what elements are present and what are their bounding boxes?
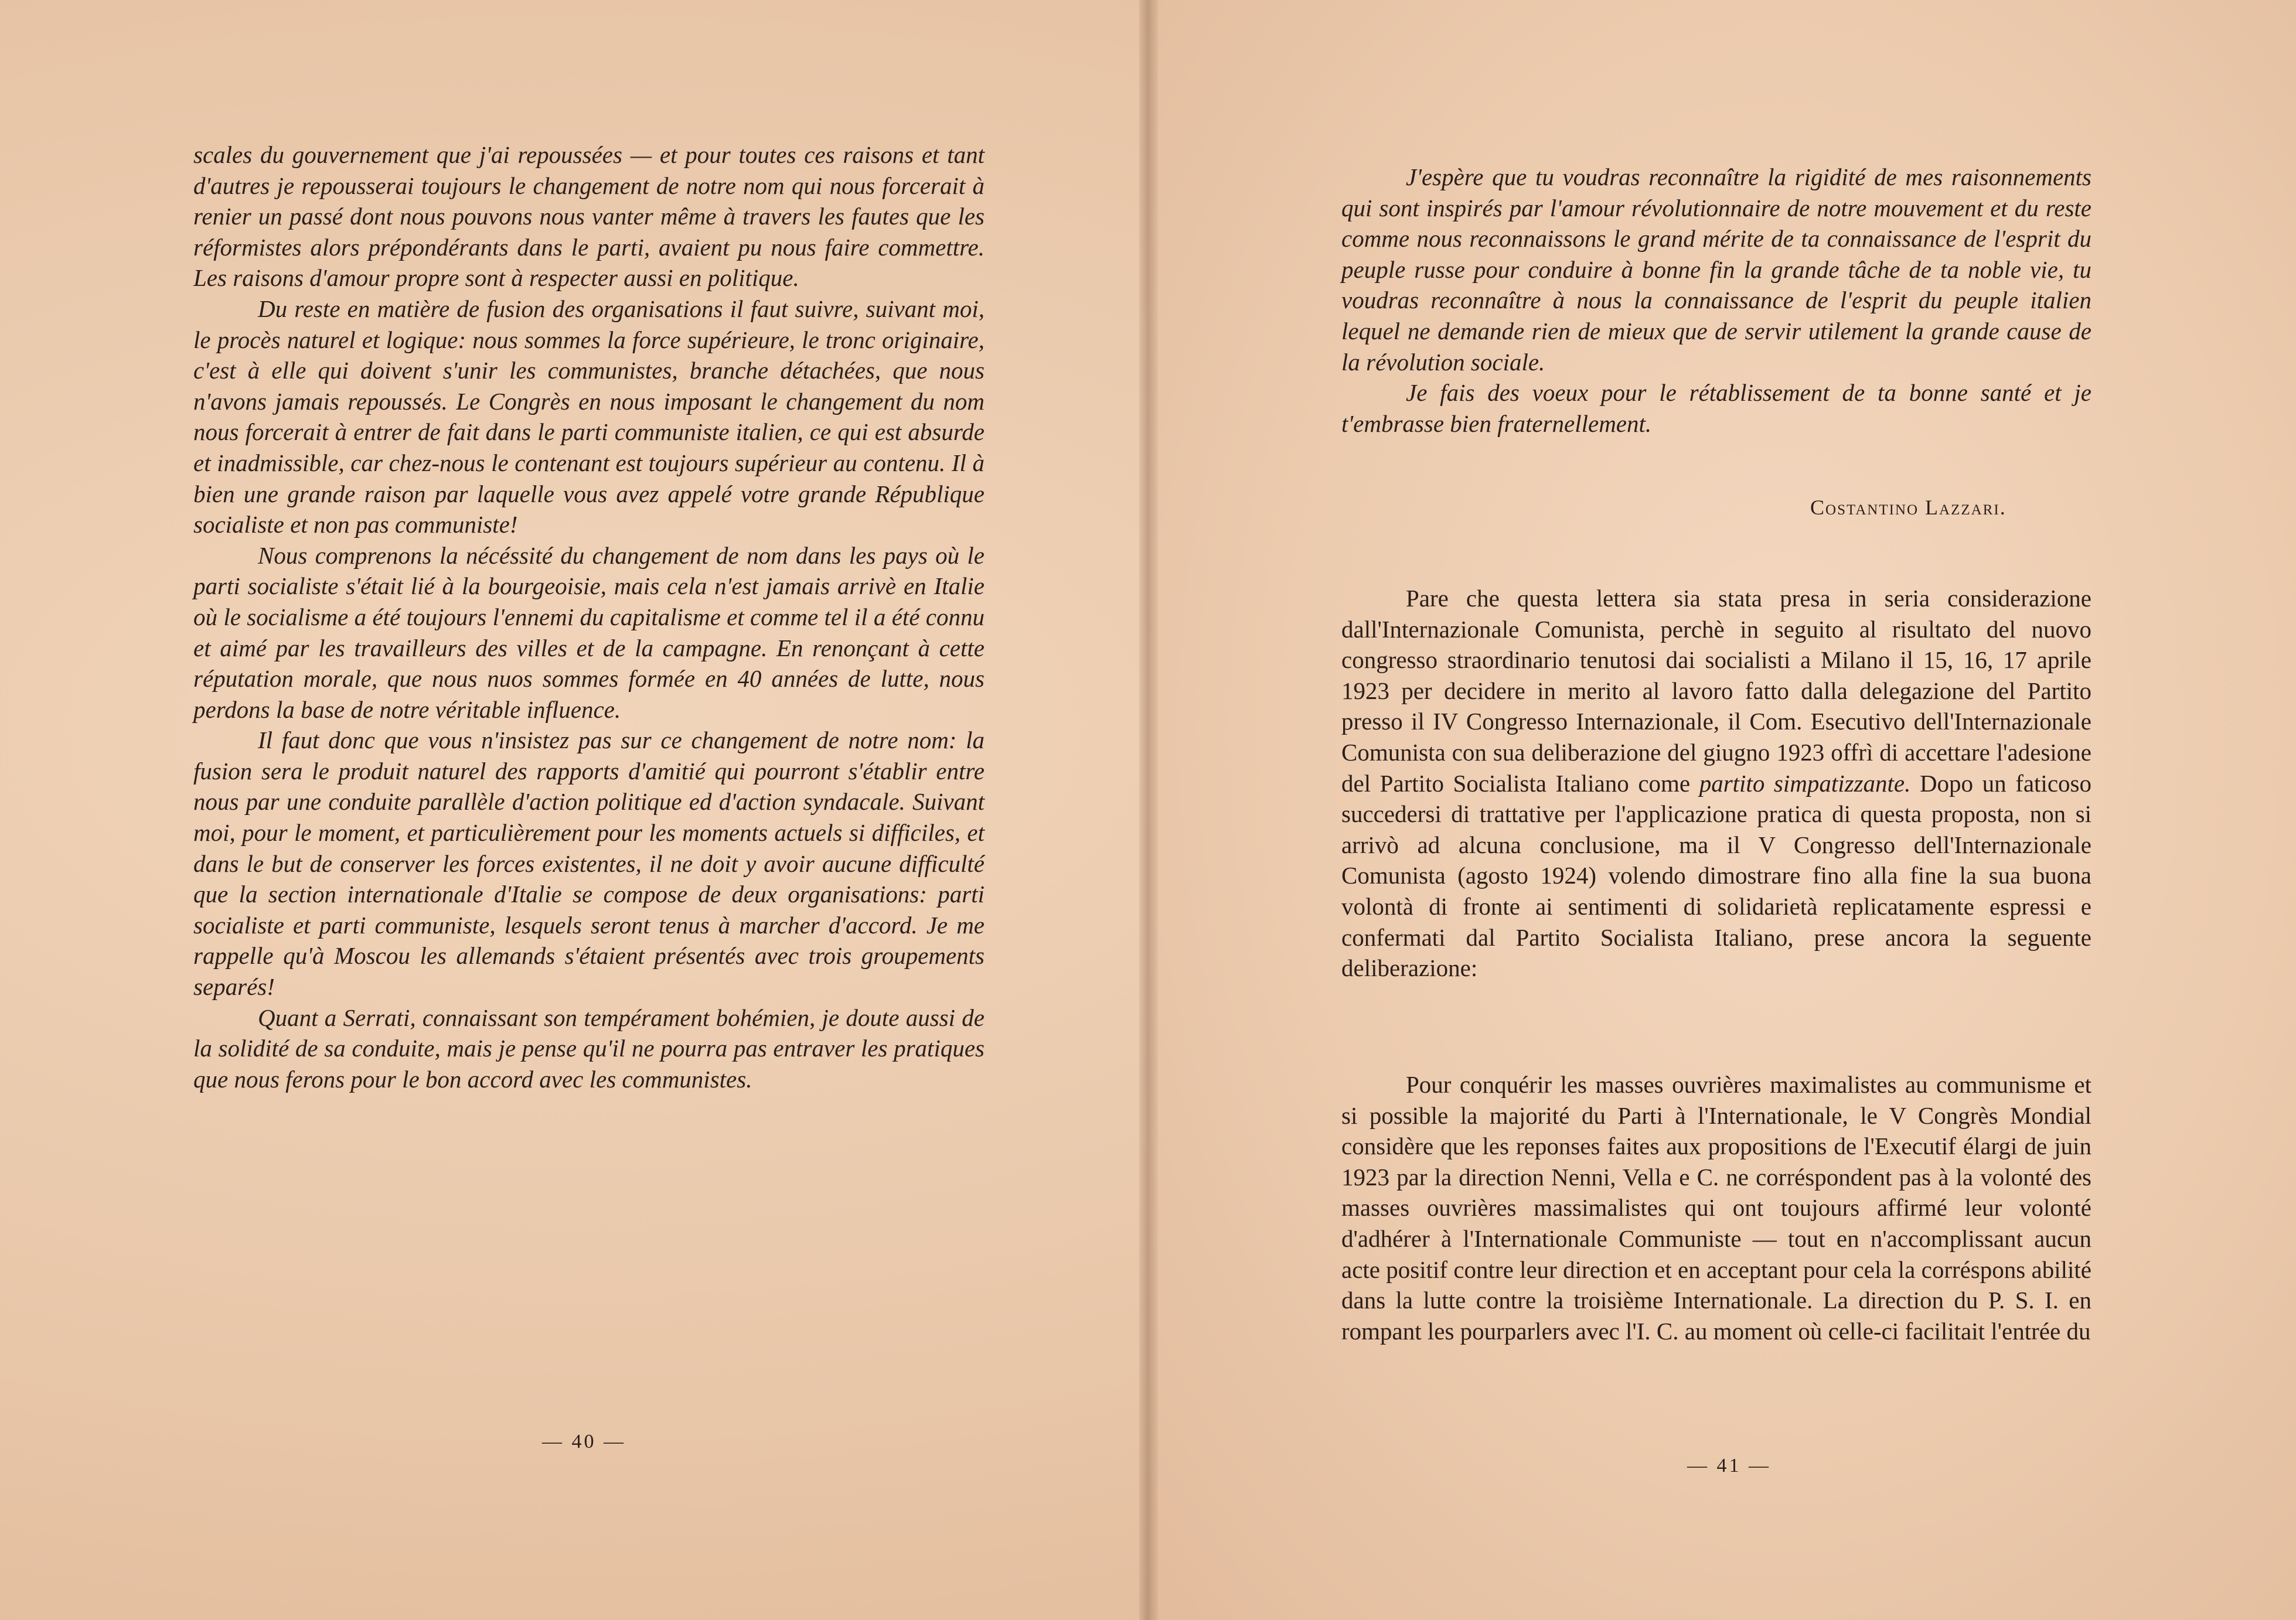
page-number: — 41 — — [1687, 1455, 1771, 1476]
paragraph: Pour conquérir les masses ouvrières maximalistes au communisme et si possible la majorité du Parti à l'Internationale, le V Congrès Mondial considère que les reponses faites aux propositions de l'Executif élargi de juin 1923 par la direction Nenni, Vella e C. ne corréspondent pas à la volonté des masses ouvrières massimalistes qui ont toujours affirmé leur volonté d'adhérer à l'Internationale Communiste — tout en n'accomplissant aucun acte positif contre leur direction et en acceptant pour cela la corréspons abilité dans la lutte contre la troisième Internationale. La direction du P. S. I. en rompant les pourparlers avec l'I. C. au moment où celle-ci facilitait l'entrée du — [1341, 1071, 2091, 1345]
commentary-text: Dopo un faticoso succedersi di trattative per l'applicazione pratica di questa proposta, non si arrivò ad alcuna conclusione, ma il V Congresso dell'Internazionale Comunista (agosto 1924) volendo dimostrare fino alla fine la sua buona volontà di fronte ai sentimenti di solidarietà replicatamente espressi e confermati dal Partito Socialista Italiano, prese ancora la seguente deliberazione: — [1341, 769, 2091, 982]
paragraph: Du reste en matière de fusion des organisations il faut suivre, suivant moi, le procès naturel et logique: nous sommes la force supérieure, le tronc originaire, c'est à elle qui doivent s'unir les communistes, branche détachées, que nous n'avons jamais repoussés. Le Congrès en nous imposant le changement du nom nous forcerait à entrer de fait dans le parti communiste italien, ce qui est absurde et inadmissible, car chez-nous le contenant est toujours supérieur au contenu. Il à bien une grande raison par laquelle vous avez appelé votre grande République socialiste et non pas communiste! — [193, 295, 985, 538]
paragraph: Quant a Serrati, connaissant son tempérament bohémien, je doute aussi de la solidité de sa conduite, mais je pense qu'il ne pourra pas entraver les pratiques que nous ferons pour le bon accord avec les communistes. — [193, 1004, 985, 1093]
signature: Costantino Lazzari. — [1810, 496, 2007, 519]
commentary-paragraph — [1341, 583, 2091, 984]
book-gutter — [1139, 0, 1158, 1620]
letter-closing — [1341, 162, 2091, 439]
left-page-text — [193, 139, 985, 1094]
quoted-deliberation — [1341, 1069, 2091, 1346]
paragraph: Nous comprenons la nécéssité du changement de nom dans les pays où le parti socialiste s'était lié à la bourgeoisie, mais cela n'est jamais arrivè en Italie où le socialisme a été toujours l'ennemi du capitalisme et comme tel il a été connu et aimé par les travailleurs des villes et de la campagne. En renonçant à cette réputation morale, que nous nuos sommes formée en 40 années de lutte, nous perdons la base de notre véritable influence. — [193, 541, 985, 723]
paragraph: Il faut donc que vous n'insistez pas sur ce changement de notre nom: la fusion sera le produit naturel des rapports d'amitié qui pourront s'établir entre nous par une conduite parallèle d'action politique ed d'action syndacale. Suivant moi, pour le moment, et particulièrement pour les moments actuels si difficiles, et dans le but de conserver les forces existentes, il ne doit y avoir aucune difficulté que la section internationale d'Italie se compose de deux organisations: parti socialiste et parti communiste, lesquels seront tenus à marcher d'accord. Je me rappelle qu'à Moscou les allemands s'étaient présentés avec trois groupements separés! — [193, 727, 985, 1001]
paragraph: scales du gouvernement que j'ai repoussées — et pour toutes ces raisons et tant d'autres je repousserai toujours le changement de notre nom qui nous forcerait à renier un passé dont nous pouvons nous vanter même à travers les fautes que les réformistes alors prépondérants dans le parti, avaient pu nous faire commettre. Les raisons d'amour propre sont à respecter aussi en politique. — [193, 141, 985, 292]
right-page — [1148, 0, 2296, 1620]
emphasis: partito simpatizzante. — [1699, 769, 1911, 797]
commentary-text: Pare che questa lettera sia stata presa in seria considerazione dall'Internazionale Comunista, perchè in seguito al risultato del nuovo congresso straordinario tenutosi dai socialisti a Milano il 15, 16, 17 aprile 1923 per decidere in merito al lavoro fatto dalla delegazione del Partito presso il IV Congresso Internazionale, il Com. Esecutivo dell'Internazionale Comunista con sua deliberazione del giugno 1923 offrì di accettare l'adesione del Partito Socialista Italiano come — [1341, 585, 2091, 797]
paragraph: Je fais des voeux pour le rétablissement de ta bonne santé et je t'embrasse bien fraternellement. — [1341, 379, 2091, 437]
page-number: — 40 — — [542, 1431, 626, 1452]
paragraph: J'espère que tu voudras reconnaître la rigidité de mes raisonnements qui sont inspirés par l'amour révolutionnaire de notre mouvement et du reste comme nous reconnaissons le grand mérite de ta connaissance de l'esprit du peuple russe pour conduire à bonne fin la grande tâche de ta noble vie, tu voudras reconnaître à nous la connaissance de l'esprit du peuple italien lequel ne demande rien de mieux que de servir utilement la grande cause de la révolution sociale. — [1341, 163, 2091, 376]
